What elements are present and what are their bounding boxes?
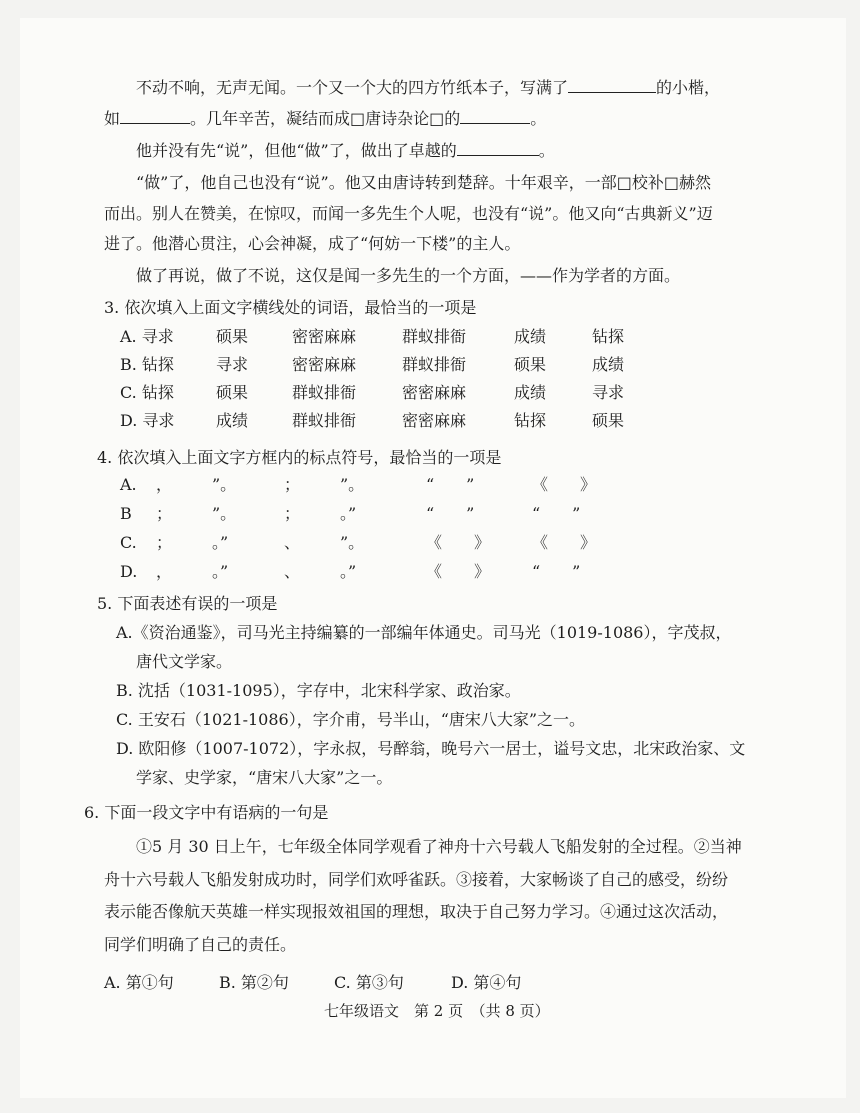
- option-letter: A. 寻求: [120, 327, 174, 346]
- option-letter: B: [120, 504, 132, 523]
- option-punctuation: 《 》: [426, 533, 491, 552]
- passage-line-5: 而出。别人在赞美，在惊叹，而闻一多先生个人呢，也没有“说”。他又向“古典新义”迈: [104, 204, 713, 223]
- option-punctuation: “ ”: [426, 475, 475, 494]
- option-cell: 硕果: [592, 411, 625, 430]
- option-punctuation: ”。: [340, 475, 365, 494]
- question-5-option-c: C. 王安石（1021-1086），字介甫，号半山，“唐宋八大家”之一。: [116, 710, 586, 729]
- question-6-option-d: D. 第④句: [451, 973, 522, 992]
- option-cell: 钻探: [514, 411, 547, 430]
- option-punctuation: ；: [156, 504, 173, 523]
- option-cell: 成绩: [592, 355, 625, 374]
- option-cell: 密密麻麻: [292, 355, 357, 374]
- option-cell: 群蚁排衙: [292, 411, 357, 430]
- option-cell: 密密麻麻: [402, 411, 467, 430]
- option-cell: 群蚁排衙: [292, 383, 357, 402]
- option-punctuation: ，: [156, 562, 173, 581]
- option-punctuation: ；: [284, 475, 301, 494]
- option-punctuation: ”。: [212, 475, 237, 494]
- question-6-para-line-4: 同学们明确了自己的责任。: [104, 935, 297, 954]
- question-6-para-line-2: 舟十六号载人飞船发射成功时，同学们欢呼雀跃。③接着，大家畅谈了自己的感受，纷纷: [104, 870, 729, 889]
- question-5-stem: 5. 下面表述有误的一项是: [97, 594, 278, 613]
- option-punctuation: “ ”: [532, 504, 581, 523]
- option-punctuation: 、: [284, 533, 301, 552]
- option-punctuation: 、: [284, 562, 301, 581]
- option-punctuation: ；: [284, 504, 301, 523]
- option-punctuation: ；: [156, 533, 173, 552]
- question-6-para-line-3: 表示能否像航天英雄一样实现报效祖国的理想，取决于自己努力学习。④通过这次活动，: [104, 902, 729, 921]
- option-letter: A.: [120, 475, 137, 494]
- option-cell: 硕果: [216, 383, 249, 402]
- option-cell: 密密麻麻: [402, 383, 467, 402]
- option-cell: 寻求: [216, 355, 249, 374]
- option-cell: 钻探: [592, 327, 625, 346]
- option-punctuation: ”。: [340, 533, 365, 552]
- option-punctuation: “ ”: [426, 504, 475, 523]
- option-cell: 寻求: [592, 383, 625, 402]
- question-6-option-c: C. 第③句: [334, 973, 404, 992]
- page-footer: 七年级语文 第 2 页 （共 8 页）: [324, 1002, 550, 1020]
- option-punctuation: 。”: [340, 504, 357, 523]
- option-punctuation: 。”: [340, 562, 357, 581]
- option-cell: 成绩: [514, 383, 547, 402]
- answer-blank: [568, 76, 656, 93]
- question-5-option-a: A.《资治通鉴》，司马光主持编纂的一部编年体通史。司马光（1019-1086），字茂叔，: [116, 623, 732, 642]
- option-punctuation: “ ”: [532, 562, 581, 581]
- option-cell: 硕果: [216, 327, 249, 346]
- passage-line-7: 做了再说，做了不说，这仅是闻一多先生的一个方面，——作为学者的方面。: [136, 266, 681, 285]
- question-5-option-d-cont: 学家、史学家，“唐宋八大家”之一。: [136, 768, 393, 787]
- option-cell: 硕果: [514, 355, 547, 374]
- option-cell: 群蚁排衙: [402, 355, 467, 374]
- option-letter: C. 钻探: [120, 383, 174, 402]
- option-punctuation: 《 》: [532, 533, 597, 552]
- passage-line-4: “做”了，他自己也没有“说”。他又由唐诗转到楚辞。十年艰辛，一部□校补□赫然: [136, 173, 711, 192]
- option-punctuation: 《 》: [426, 562, 491, 581]
- answer-blank: [460, 107, 530, 124]
- answer-blank: [120, 107, 190, 124]
- option-cell: 群蚁排衙: [402, 327, 467, 346]
- question-6-para-line-1: ①5 月 30 日上午，七年级全体同学观看了神舟十六号载人飞船发射的全过程。②当神: [136, 837, 742, 856]
- passage-line-2: 如 。几年辛苦，凝结而成□唐诗杂论□的 。: [104, 109, 547, 128]
- option-punctuation: 。”: [212, 533, 229, 552]
- question-5-option-d: D. 欧阳修（1007-1072），字永叔，号醉翁，晚号六一居士，谥号文忠，北宋政治家、文: [116, 739, 746, 758]
- question-6-stem: 6. 下面一段文字中有语病的一句是: [84, 803, 329, 822]
- question-4-stem: 4. 依次填入上面文字方框内的标点符号，最恰当的一项是: [97, 448, 502, 467]
- answer-blank: [457, 139, 539, 156]
- question-6-option-b: B. 第②句: [219, 973, 289, 992]
- passage-line-1: 不动不响，无声无闻。一个又一个大的四方竹纸本子，写满了 的小楷，: [136, 78, 721, 97]
- question-5-option-b: B. 沈括（1031-1095），字存中，北宋科学家、政治家。: [116, 681, 521, 700]
- option-cell: 密密麻麻: [292, 327, 357, 346]
- option-letter: C.: [120, 533, 137, 552]
- option-punctuation: ”。: [212, 504, 237, 523]
- option-cell: 成绩: [216, 411, 249, 430]
- question-5-option-a-cont: 唐代文学家。: [136, 652, 233, 671]
- option-punctuation: 。”: [212, 562, 229, 581]
- option-punctuation: ，: [156, 475, 173, 494]
- passage-line-6: 进了。他潜心贯注，心会神凝，成了“何妨一下楼”的主人。: [104, 234, 521, 253]
- question-3-stem: 3. 依次填入上面文字横线处的词语，最恰当的一项是: [104, 298, 477, 317]
- option-letter: D. 寻求: [120, 411, 175, 430]
- option-letter: D.: [120, 562, 138, 581]
- option-letter: B. 钻探: [120, 355, 174, 374]
- passage-line-3: 他并没有先“说”，但他“做”了，做出了卓越的 。: [136, 141, 555, 160]
- option-cell: 成绩: [514, 327, 547, 346]
- question-6-option-a: A. 第①句: [104, 973, 174, 992]
- option-punctuation: 《 》: [532, 475, 597, 494]
